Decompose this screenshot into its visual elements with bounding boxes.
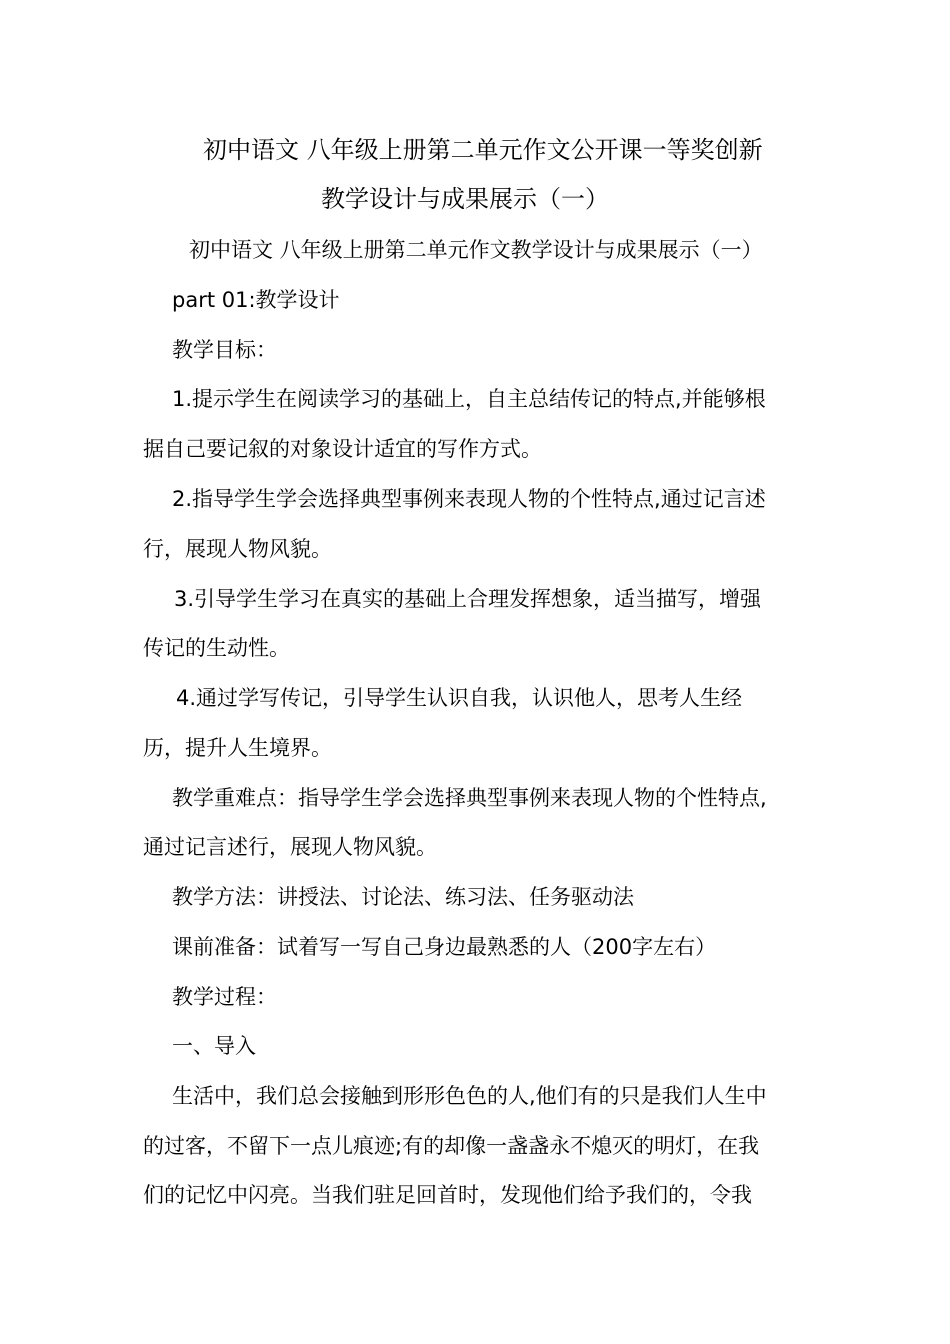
part-heading: part 01:教学设计	[172, 288, 340, 312]
teaching-methods: 教学方法：讲授法、讨论法、练习法、任务驱动法	[172, 885, 634, 909]
document-subtitle: 初中语文 八年级上册第二单元作文教学设计与成果展示（一）	[189, 238, 763, 262]
document-title-line-1: 初中语文 八年级上册第二单元作文公开课一等奖创新	[203, 136, 763, 164]
process-heading: 教学过程：	[172, 985, 277, 1009]
goal-4-line-2: 历，提升人生境界。	[143, 736, 332, 760]
goal-1-line-1: 1.提示学生在阅读学习的基础上，自主总结传记的特点,并能够根	[172, 387, 766, 411]
goal-4-line-1: 4.通过学写传记，引导学生认识自我，认识他人，思考人生经	[176, 686, 743, 710]
goal-2-line-1: 2.指导学生学会选择典型事例来表现人物的个性特点,通过记言述	[172, 487, 766, 511]
intro-paragraph-line-3: 们的记忆中闪亮。当我们驻足回首时，发现他们给予我们的，令我	[143, 1183, 752, 1207]
goal-1-line-2: 据自己要记叙的对象设计适宜的写作方式。	[143, 437, 542, 461]
section-1-heading: 一、导入	[172, 1034, 256, 1058]
class-preparation: 课前准备：试着写一写自己身边最熟悉的人（200字左右）	[172, 935, 717, 959]
goal-2-line-2: 行，展现人物风貌。	[143, 537, 332, 561]
goal-3-line-1: 3.引导学生学习在真实的基础上合理发挥想象，适当描写，增强	[174, 587, 762, 611]
goal-3-line-2: 传记的生动性。	[143, 636, 290, 660]
key-points-line-1: 教学重难点：指导学生学会选择典型事例来表现人物的个性特点,	[172, 786, 767, 810]
document-title-line-2: 教学设计与成果展示（一）	[321, 185, 609, 213]
key-points-line-2: 通过记言述行，展现人物风貌。	[143, 835, 437, 859]
intro-paragraph-line-1: 生活中，我们总会接触到形形色色的人,他们有的只是我们人生中	[172, 1084, 767, 1108]
goals-heading: 教学目标：	[172, 338, 277, 362]
intro-paragraph-line-2: 的过客，不留下一点儿痕迹;有的却像一盏盏永不熄灭的明灯，在我	[143, 1134, 760, 1158]
